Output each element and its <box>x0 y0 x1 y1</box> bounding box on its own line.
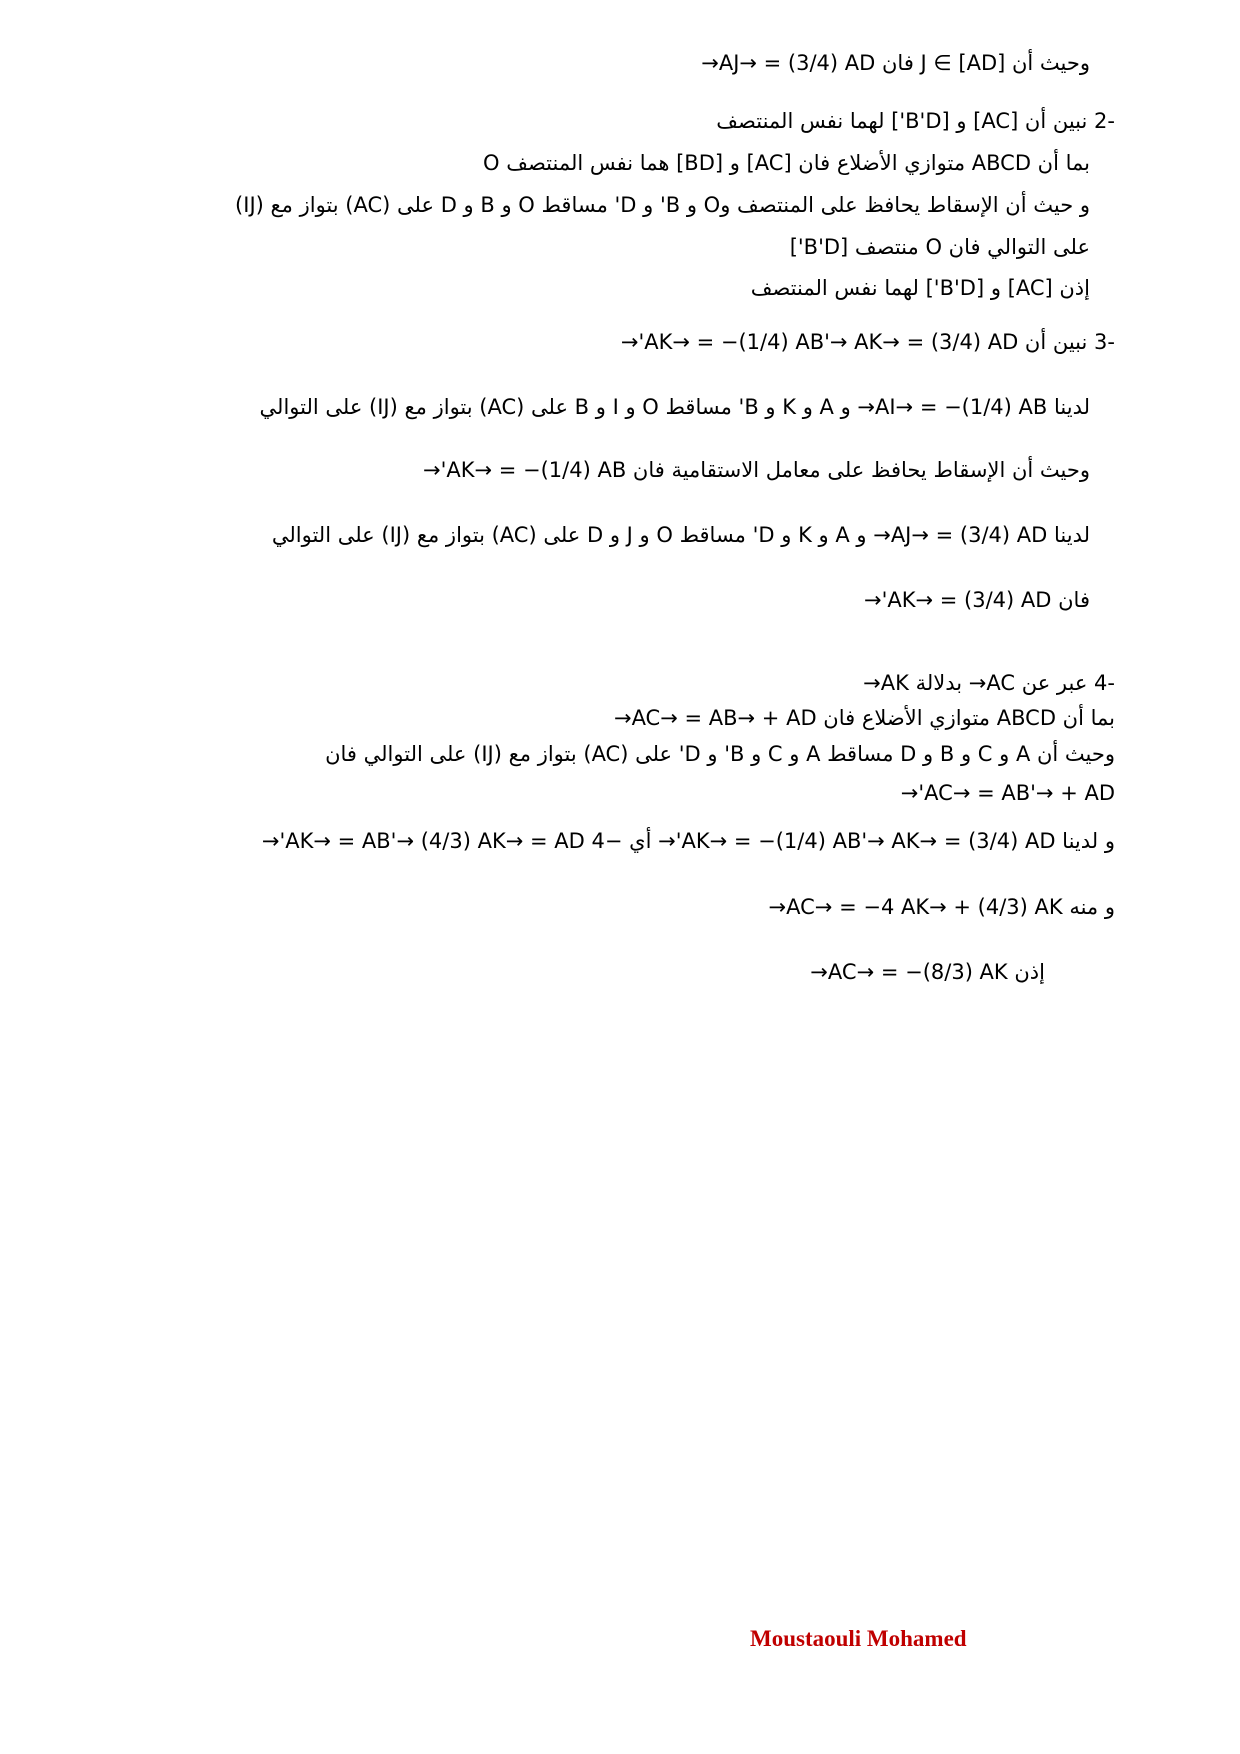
text-line-18: إذن AC→ = −(8/3) AK→ <box>810 960 1045 984</box>
text-line-16: و لدينا AK→ = −(1/4) AB'→ AK→ = (3/4) AD'→ أي −4 AK→ = AB'→ (4/3) AK→ = AD'→ <box>261 829 1115 853</box>
text-line-14: وحيث أن A و C و B و D مساقط A و C و B' و D' على (AC) بتواز مع (IJ) على التوالي فان <box>325 742 1115 766</box>
text-line-6: إذن [AC] و [B'D'] لهما نفس المنتصف <box>750 276 1090 300</box>
text-line-4: و حيث أن الإسقاط يحافظ على المنتصف وO و B' و D' مساقط O و B و D على (AC) بتواز مع (IJ) <box>235 193 1090 217</box>
author-signature: Moustaouli Mohamed <box>750 1626 967 1651</box>
text-line-3: بما أن ABCD متوازي الأضلاع فان [AC] و [BD] هما نفس المنتصف O <box>483 151 1090 175</box>
text-line-17: و منه AC→ = −4 AK→ + (4/3) AK→ <box>768 895 1115 919</box>
text-line-11: فان AK→ = (3/4) AD'→ <box>864 588 1090 612</box>
text-line-12: -4 عبر عن AC→ بدلالة AK→ <box>863 671 1115 695</box>
text-line-10: لدينا AJ→ = (3/4) AD→ و A و K و D' مساقط O و J و D على (AC) بتواز مع (IJ) على التوالي <box>271 523 1090 547</box>
text-line-15: AC→ = AB'→ + AD'→ <box>900 781 1115 805</box>
text-line-1: وحيث أن J ∈ [AD] فان AJ→ = (3/4) AD→ <box>701 51 1090 75</box>
text-line-9: وحيث أن الإسقاط يحافظ على معامل الاستقامية فان AK→ = −(1/4) AB'→ <box>422 458 1090 482</box>
text-line-8: لدينا AI→ = −(1/4) AB→ و A و K و B' مساقط O و I و B على (AC) بتواز مع (IJ) على التوالي <box>259 395 1090 419</box>
text-line-2: -2 نبين أن [AC] و [B'D'] لهما نفس المنتصف <box>716 109 1115 133</box>
text-line-13: بما أن ABCD متوازي الأضلاع فان AC→ = AB→ + AD→ <box>613 706 1115 730</box>
text-line-5: على التوالي فان O منتصف [B'D'] <box>789 235 1090 259</box>
text-line-7: -3 نبين أن AK→ = −(1/4) AB'→ AK→ = (3/4) AD'→ <box>620 330 1115 354</box>
